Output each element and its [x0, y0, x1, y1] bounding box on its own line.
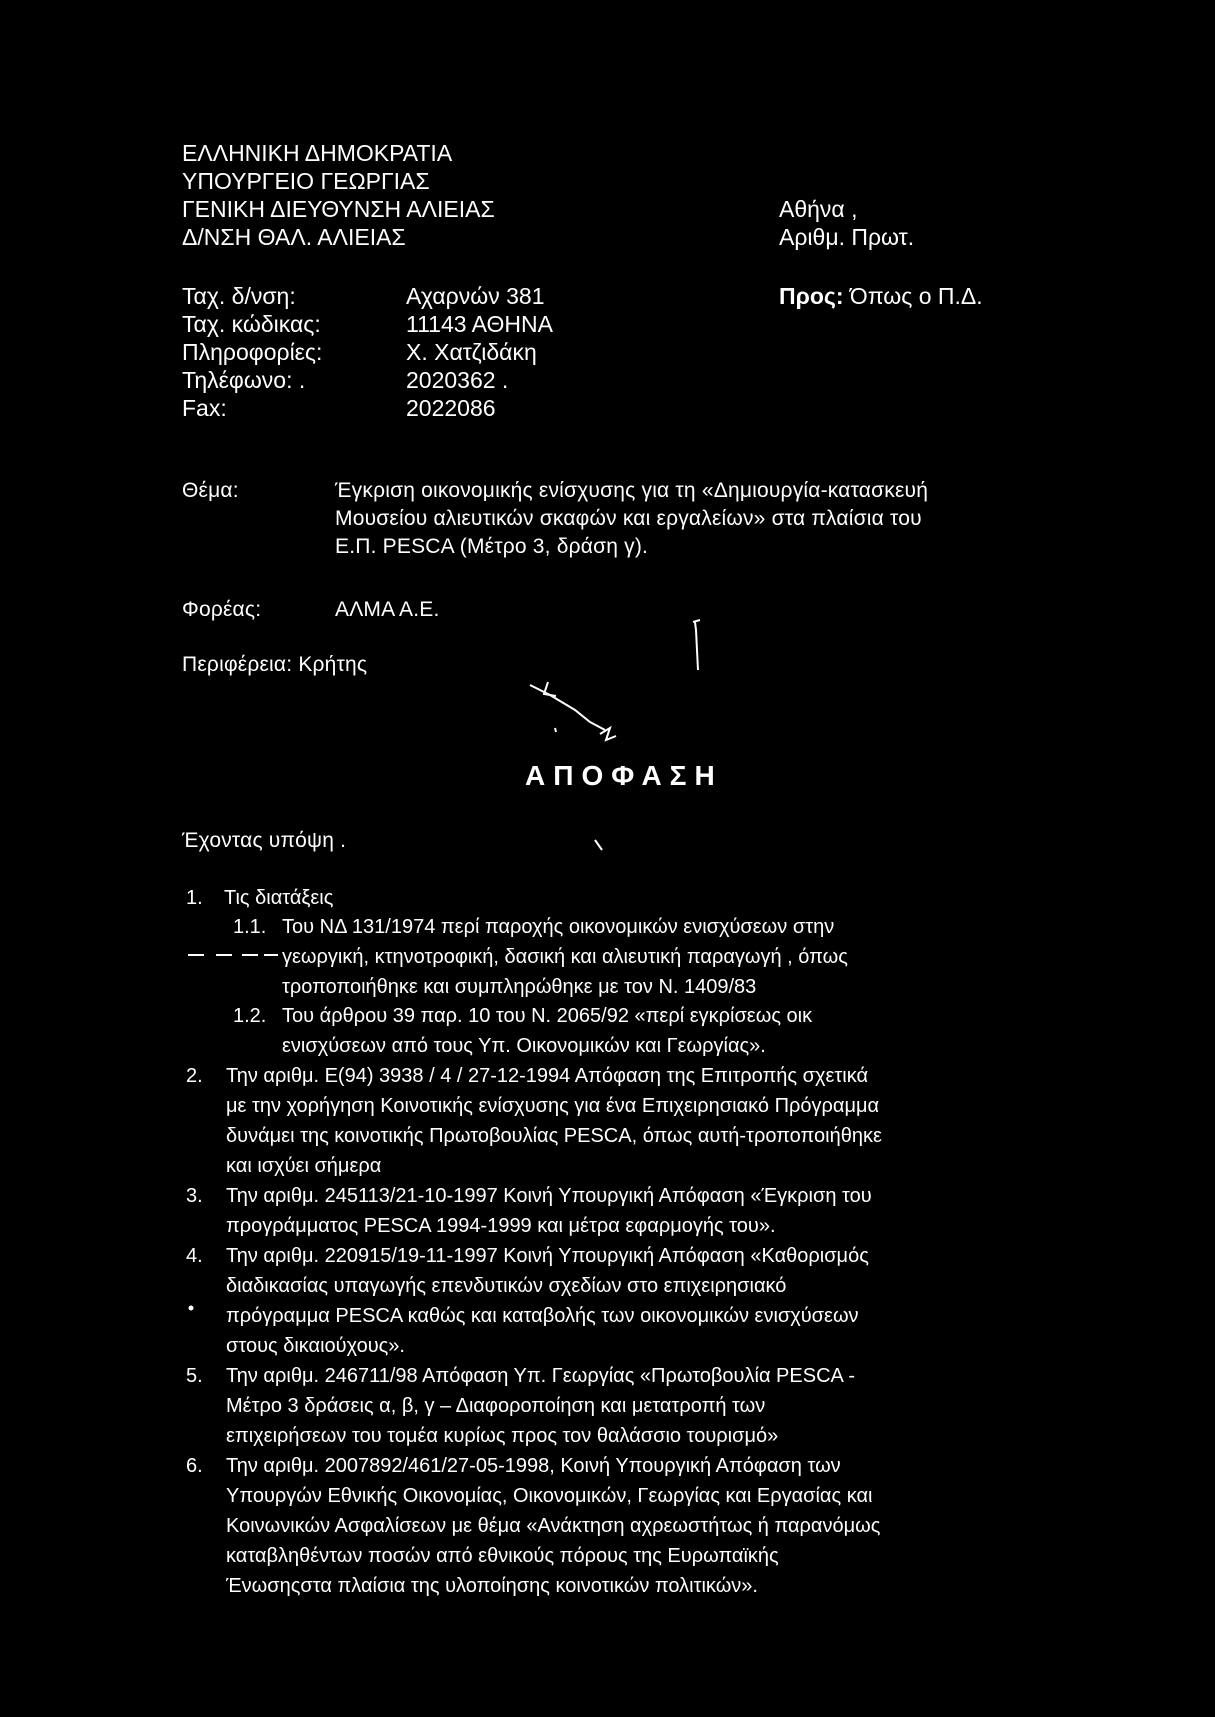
contact-labels	[182, 282, 322, 422]
item-4-line: διαδικασίας υπαγωγής επενδυτικών σχεδίων στο επιχειρησιακό	[226, 1275, 787, 1297]
item-1-1-line: τροποποιήθηκε και συμπληρώθηκε με τον Ν. 1409/83	[282, 976, 757, 998]
item-3-text	[226, 1181, 872, 1241]
org-line: ΕΛΛΗΝΙΚΗ ΔΗΜΟΚΡΑΤΙΑ	[182, 140, 453, 166]
item-1-1-number: 1.1.	[233, 916, 267, 938]
date-protocol-block	[779, 195, 914, 251]
org-header	[182, 139, 495, 251]
recipient	[779, 282, 983, 310]
item-2-line: δυνάμει της κοινοτικής Πρωτοβουλίας PESCA, όπως αυτή-τροποποιήθηκε	[226, 1125, 882, 1147]
item-4-line: πρόγραμμα PESCA καθώς και καταβολής των οικονομικών ενισχύσεων	[226, 1305, 859, 1327]
contact-values	[406, 282, 553, 422]
item-6-text	[226, 1451, 880, 1601]
contact-value: 2020362 .	[406, 367, 509, 393]
org-line: ΥΠΟΥΡΓΕΙΟ ΓΕΩΡΓΙΑΣ	[182, 168, 430, 194]
item-2-text	[226, 1061, 882, 1181]
subject-label: Θέμα:	[182, 479, 239, 502]
contact-value: Αχαρνών 381	[406, 283, 545, 309]
dash-marks-icon	[186, 952, 281, 958]
recipient-value: Όπως ο Π.Δ.	[849, 283, 983, 309]
considering-heading: Έχοντας υπόψη .	[182, 829, 347, 852]
contact-value: Χ. Χατζιδάκη	[406, 339, 537, 365]
item-5-text	[226, 1361, 855, 1451]
item-1-2-number: 1.2.	[233, 1005, 267, 1027]
item-4-line: Την αριθμ. 220915/19-11-1997 Κοινή Υπουργική Απόφαση «Καθορισμός	[226, 1245, 869, 1267]
contact-value: 2022086	[406, 395, 496, 421]
item-4-line: στους δικαιούχους».	[226, 1335, 405, 1357]
region-value: Κρήτης	[298, 653, 368, 676]
recipient-label: Προς:	[779, 283, 844, 309]
item-6-line: καταβληθέντων ποσών από εθνικούς πόρους της Ευρωπαϊκής	[226, 1545, 779, 1567]
item-3-number: 3.	[186, 1185, 203, 1207]
item-6-number: 6.	[186, 1455, 203, 1477]
org-line: ΓΕΝΙΚΗ ΔΙΕΥΘΥΝΣΗ ΑΛΙΕΙΑΣ	[182, 196, 495, 222]
item-1-2-line: Του άρθρου 39 παρ. 10 του Ν. 2065/92 «περί εγκρίσεως οικ	[282, 1005, 813, 1027]
item-6-line: Ένωσηςστα πλαίσια της υλοποίησης κοινοτικών πολιτικών».	[226, 1575, 758, 1597]
item-3-line: Την αριθμ. 245113/21-10-1997 Κοινή Υπουργική Απόφαση «Έγκριση του	[226, 1185, 872, 1207]
org-line: Δ/ΝΣΗ ΘΑΛ. ΑΛΙΕΙΑΣ	[182, 224, 406, 250]
item-6-line: Την αριθμ. 2007892/461/27-05-1998, Κοινή Υπουργική Απόφαση των	[226, 1455, 841, 1477]
contact-label: Ταχ. δ/νση:	[182, 283, 296, 309]
subject-line: Έγκριση οικονομικής ενίσχυσης για τη «Δημιουργία-κατασκευή	[335, 479, 929, 502]
region-row	[182, 651, 367, 679]
handwritten-marks-icon	[510, 610, 740, 860]
item-4-text	[226, 1241, 869, 1361]
item-5-line: Την αριθμ. 246711/98 Απόφαση Υπ. Γεωργίας «Πρωτοβουλία PESCA -	[226, 1365, 855, 1387]
item-1-number: 1.	[186, 887, 203, 909]
item-1-text: Τις διατάξεις	[224, 887, 334, 909]
item-5-number: 5.	[186, 1365, 203, 1387]
contact-value: 11143 ΑΘΗΝΑ	[406, 311, 553, 337]
protocol-number: Αριθμ. Πρωτ.	[779, 224, 915, 250]
subject-line: Μουσείου αλιευτικών σκαφών και εργαλείων» στα πλαίσια του	[335, 507, 922, 530]
item-5-line: Μέτρο 3 δράσεις α, β, γ – Διαφοροποίηση και μετατροπή των	[226, 1395, 766, 1417]
bullet-mark-icon	[186, 1303, 196, 1313]
item-1-2-line: ενισχύσεων από τους Υπ. Οικονομικών και Γεωργίας».	[282, 1035, 766, 1057]
item-1-1-line: Του ΝΔ 131/1974 περί παροχής οικονομικών ενισχύσεων στην	[282, 916, 835, 938]
contact-label: Fax:	[182, 395, 227, 421]
entity-value: ΑΛΜΑ Α.Ε.	[335, 598, 440, 621]
item-5-line: επιχειρήσεων του τομέα κυρίως προς τον θαλάσσιο τουρισμό»	[226, 1425, 779, 1447]
place-date: Αθήνα ,	[779, 196, 858, 222]
item-6-line: Υπουργών Εθνικής Οικονομίας, Οικονομικών, Γεωργίας και Εργασίας και	[226, 1485, 873, 1507]
item-2-line: με την χορήγηση Κοινοτικής ενίσχυσης για ένα Επιχειρησιακό Πρόγραμμα	[226, 1095, 880, 1117]
item-2-line: και ισχύει σήμερα	[226, 1155, 382, 1177]
subject-text	[335, 477, 928, 561]
contact-label: Ταχ. κώδικας:	[182, 311, 321, 337]
item-2-number: 2.	[186, 1065, 203, 1087]
decision-title: ΑΠΟΦΑΣΗ	[525, 760, 723, 791]
item-2-line: Την αριθμ. Ε(94) 3938 / 4 / 27-12-1994 Απόφαση της Επιτροπής σχετικά	[226, 1065, 869, 1087]
item-3-line: προγράμματος PESCA 1994-1999 και μέτρα εφαρμογής του».	[226, 1215, 776, 1237]
item-4-number: 4.	[186, 1245, 203, 1267]
contact-label: Πληροφορίες:	[182, 339, 323, 365]
entity-label: Φορέας:	[182, 598, 262, 621]
region-label: Περιφέρεια:	[182, 653, 293, 676]
item-6-line: Κοινωνικών Ασφαλίσεων με θέμα «Ανάκτηση αχρεωστήτως ή παρανόμως	[226, 1515, 881, 1537]
subject-line: Ε.Π. PESCA (Μέτρο 3, δράση γ).	[335, 535, 649, 558]
item-1-1-line: γεωργική, κτηνοτροφική, δασική και αλιευτική παραγωγή , όπως	[282, 946, 848, 968]
contact-label: Τηλέφωνο: .	[182, 367, 306, 393]
